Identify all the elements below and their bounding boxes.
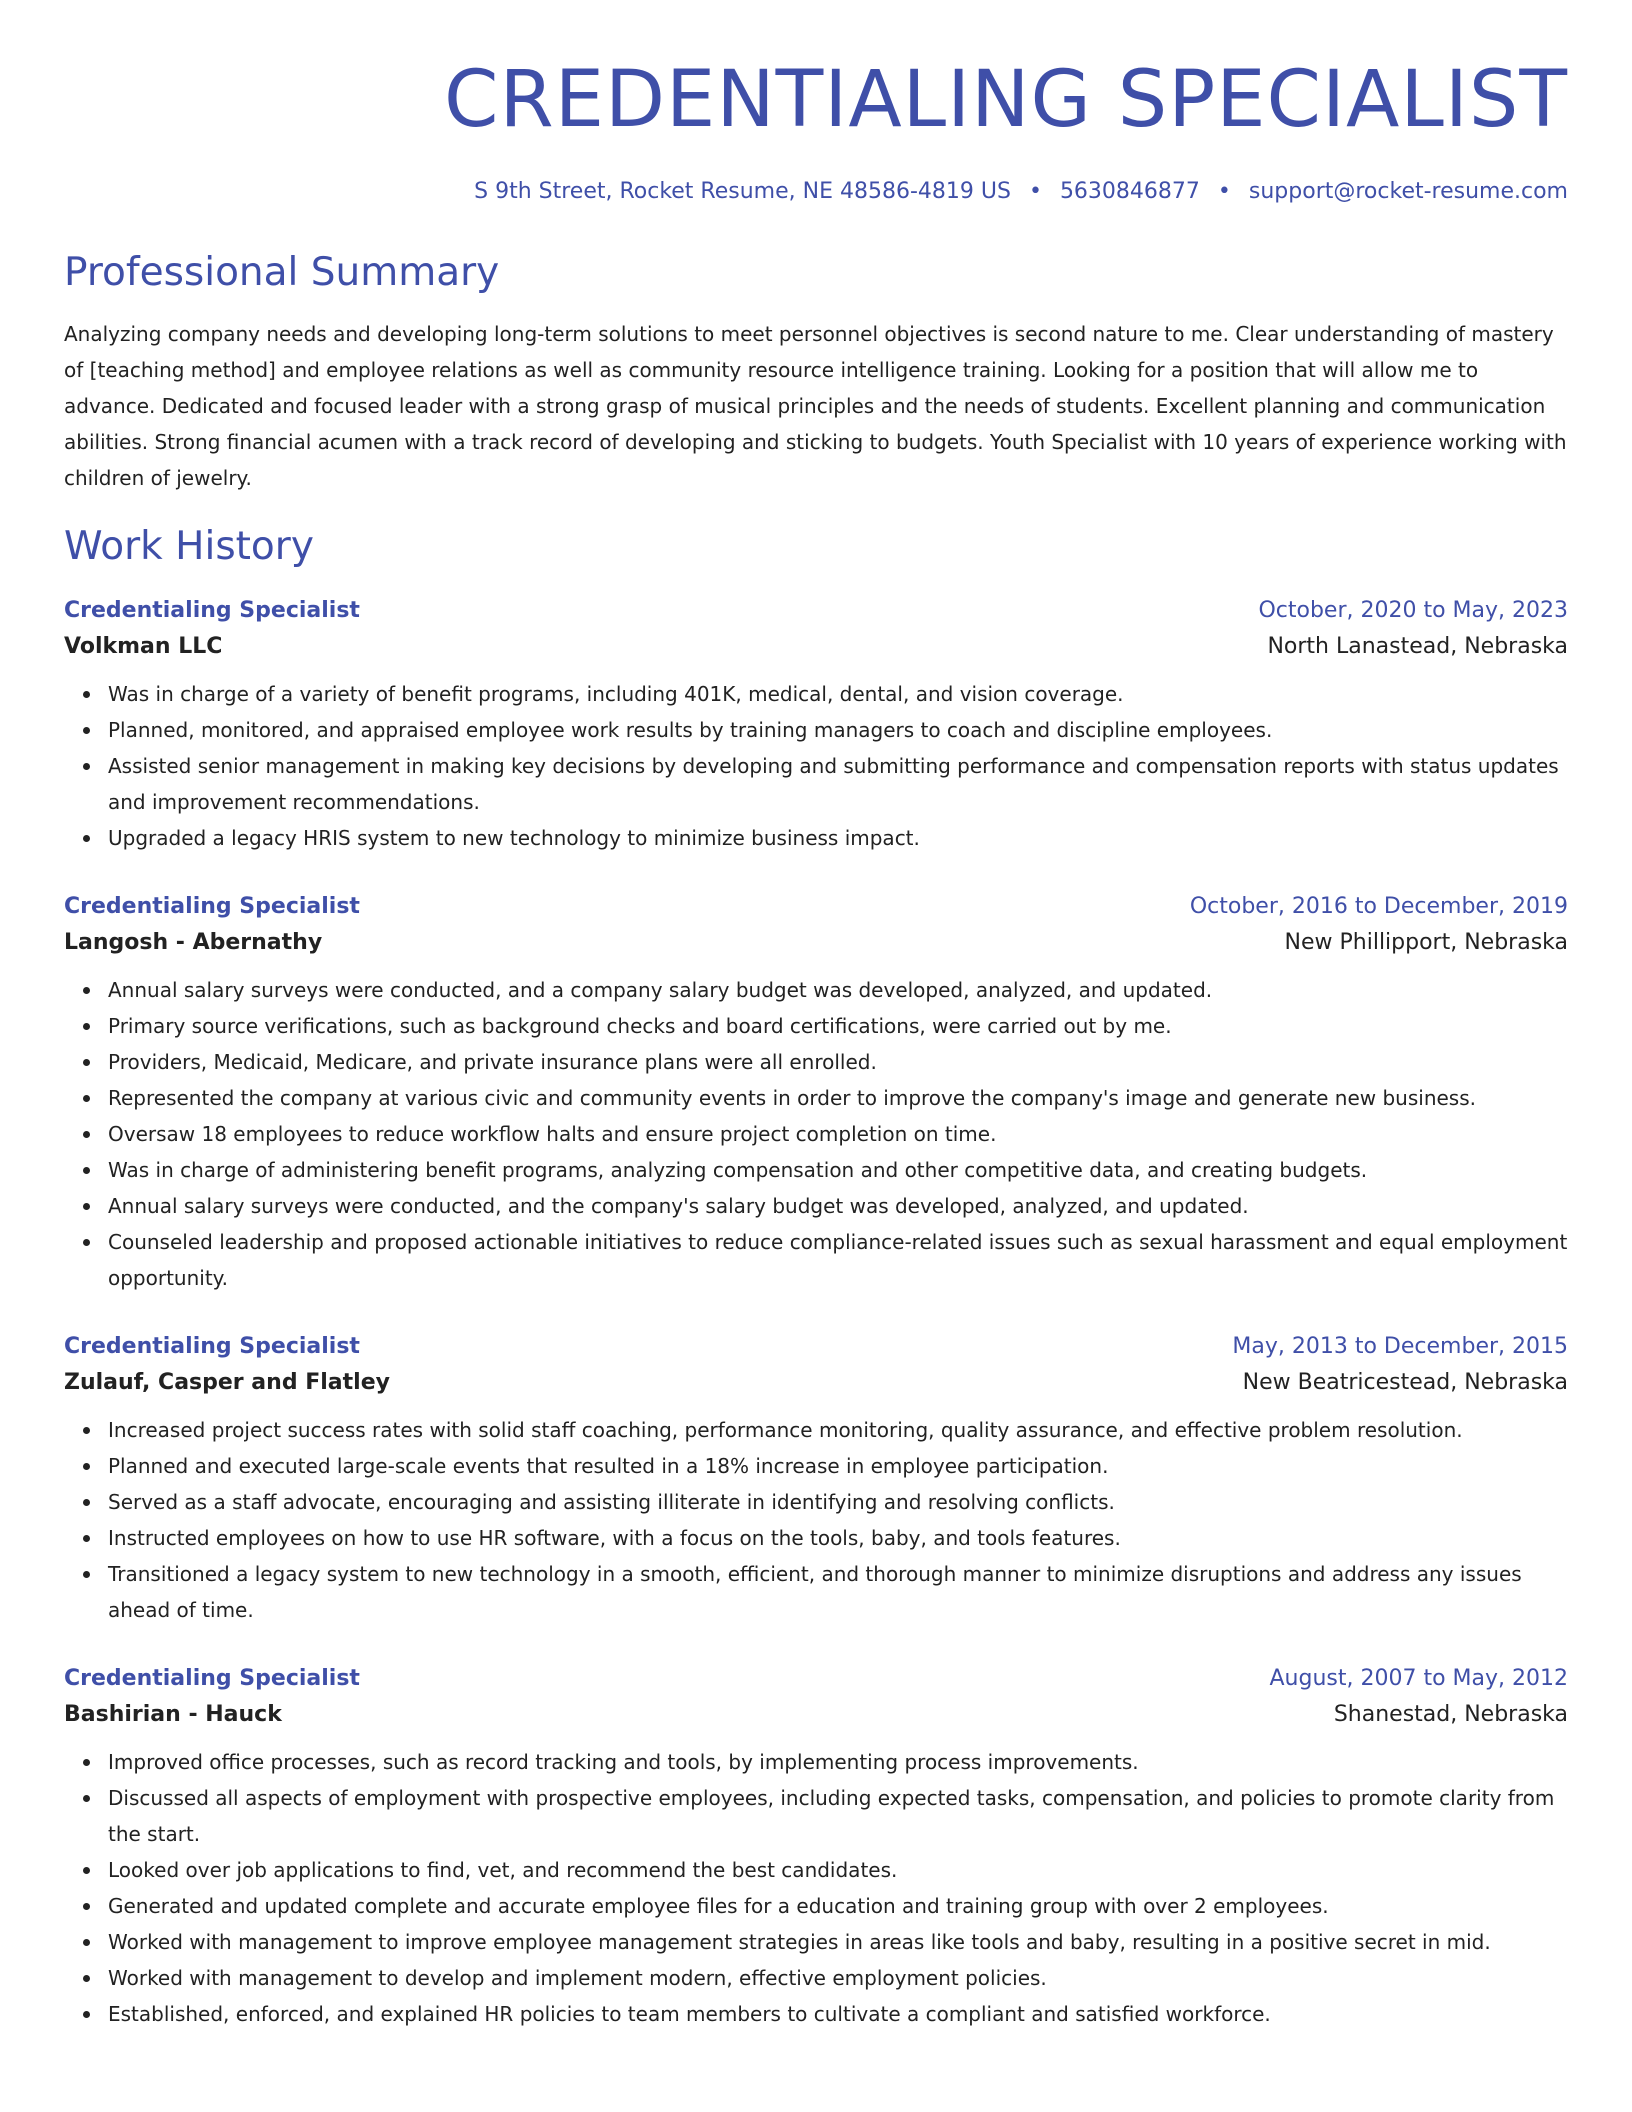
list-item: Represented the company at various civic and community events in order to improve the company's image and generate new business. [108, 1080, 1568, 1116]
list-item: Annual salary surveys were conducted, and a company salary budget was developed, analyzed, and updated. [108, 972, 1568, 1008]
job-dates: October, 2016 to December, 2019 [1189, 894, 1568, 919]
job-company-row [64, 1364, 1568, 1402]
job-title: Credentialing Specialist [64, 598, 360, 623]
job-bullets [64, 676, 1568, 856]
list-item: Increased project success rates with solid staff coaching, performance monitoring, quality assurance, and effective problem resolution. [108, 1412, 1568, 1448]
list-item: Planned and executed large-scale events that resulted in a 18% increase in employee participation. [108, 1448, 1568, 1484]
resume-header [64, 54, 1568, 208]
job-title-row [64, 594, 1568, 628]
resume-page [64, 0, 1568, 2032]
job-company-row [64, 924, 1568, 962]
contact-separator: • [1217, 179, 1231, 204]
list-item: Improved office processes, such as record tracking and tools, by implementing process improvements. [108, 1744, 1568, 1780]
list-item: Annual salary surveys were conducted, and the company's salary budget was developed, analyzed, and updated. [108, 1188, 1568, 1224]
job-title-row [64, 1662, 1568, 1696]
job-title-row [64, 1330, 1568, 1364]
job-bullets [64, 1412, 1568, 1628]
job-location: New Beatricestead, Nebraska [1242, 1370, 1568, 1395]
job-bullets [64, 972, 1568, 1296]
list-item: Worked with management to improve employee management strategies in areas like tools and baby, resulting in a positive secret in mid. [108, 1924, 1568, 1960]
list-item: Established, enforced, and explained HR policies to team members to cultivate a compliant and satisfied workforce. [108, 1996, 1568, 2032]
email[interactable]: support@rocket-resume.com [1248, 179, 1568, 204]
contact-separator: • [1028, 179, 1042, 204]
section-title-summary: Professional Summary [64, 250, 500, 295]
list-item: Looked over job applications to find, vet, and recommend the best candidates. [108, 1852, 1568, 1888]
job-location: Shanestad, Nebraska [1333, 1702, 1568, 1727]
job-title-row [64, 890, 1568, 924]
company-name: Volkman LLC [64, 634, 223, 659]
job-entry [64, 890, 1568, 1296]
list-item: Assisted senior management in making key decisions by developing and submitting performance and compensation reports with status updates and improvement recommendations. [108, 748, 1568, 820]
list-item: Served as a staff advocate, encouraging and assisting illiterate in identifying and resolving conflicts. [108, 1484, 1568, 1520]
job-location: New Phillipport, Nebraska [1284, 930, 1568, 955]
section-title-work-history: Work History [64, 524, 314, 569]
job-dates: August, 2007 to May, 2012 [1269, 1666, 1568, 1691]
list-item: Discussed all aspects of employment with prospective employees, including expected tasks, compensation, and policies to promote clarity from the start. [108, 1780, 1568, 1852]
list-item: Counseled leadership and proposed actionable initiatives to reduce compliance-related issues such as sexual harassment and equal employment opportunity. [108, 1224, 1568, 1296]
list-item: Planned, monitored, and appraised employee work results by training managers to coach and discipline employees. [108, 712, 1568, 748]
company-name: Zulauf, Casper and Flatley [64, 1370, 390, 1395]
job-location: North Lanastead, Nebraska [1267, 634, 1568, 659]
list-item: Instructed employees on how to use HR software, with a focus on the tools, baby, and tools features. [108, 1520, 1568, 1556]
list-item: Worked with management to develop and implement modern, effective employment policies. [108, 1960, 1568, 1996]
company-name: Bashirian - Hauck [64, 1702, 282, 1727]
list-item: Upgraded a legacy HRIS system to new technology to minimize business impact. [108, 820, 1568, 856]
job-entry [64, 1662, 1568, 2032]
job-dates: May, 2013 to December, 2015 [1232, 1334, 1568, 1359]
list-item: Was in charge of a variety of benefit programs, including 401K, medical, dental, and vision coverage. [108, 676, 1568, 712]
summary-text: Analyzing company needs and developing long-term solutions to meet personnel objectives is second nature to me. Clear understanding of mastery of [teaching method] and employee relations as well as community resource intelligence training. Looking for a position that will allow me to advance. Dedicated and focused leader with a strong grasp of musical principles and the needs of students. Excellent planning and communication abilities. Strong financial acumen with a track record of developing and sticking to budgets. Youth Specialist with 10 years of experience working with children of jewelry. [64, 322, 1567, 490]
job-title: Credentialing Specialist [64, 1666, 360, 1691]
list-item: Generated and updated complete and accurate employee files for a education and training group with over 2 employees. [108, 1888, 1568, 1924]
contact-line [64, 176, 1568, 208]
job-entry [64, 594, 1568, 856]
candidate-name: CREDENTIALING SPECIALIST [444, 55, 1568, 145]
job-title: Credentialing Specialist [64, 1334, 360, 1359]
list-item: Transitioned a legacy system to new technology in a smooth, efficient, and thorough manner to minimize disruptions and address any issues ahead of time. [108, 1556, 1568, 1628]
job-dates: October, 2020 to May, 2023 [1258, 598, 1568, 623]
company-name: Langosh - Abernathy [64, 930, 323, 955]
list-item: Primary source verifications, such as background checks and board certifications, were carried out by me. [108, 1008, 1568, 1044]
job-company-row [64, 1696, 1568, 1734]
phone: 5630846877 [1059, 179, 1200, 204]
job-bullets [64, 1744, 1568, 2032]
job-title: Credentialing Specialist [64, 894, 360, 919]
work-history-list [64, 594, 1568, 2032]
list-item: Was in charge of administering benefit programs, analyzing compensation and other competitive data, and creating budgets. [108, 1152, 1568, 1188]
list-item: Providers, Medicaid, Medicare, and private insurance plans were all enrolled. [108, 1044, 1568, 1080]
job-company-row [64, 628, 1568, 666]
list-item: Oversaw 18 employees to reduce workflow halts and ensure project completion on time. [108, 1116, 1568, 1152]
job-entry [64, 1330, 1568, 1628]
address: S 9th Street, Rocket Resume, NE 48586-4819 US [474, 179, 1011, 204]
